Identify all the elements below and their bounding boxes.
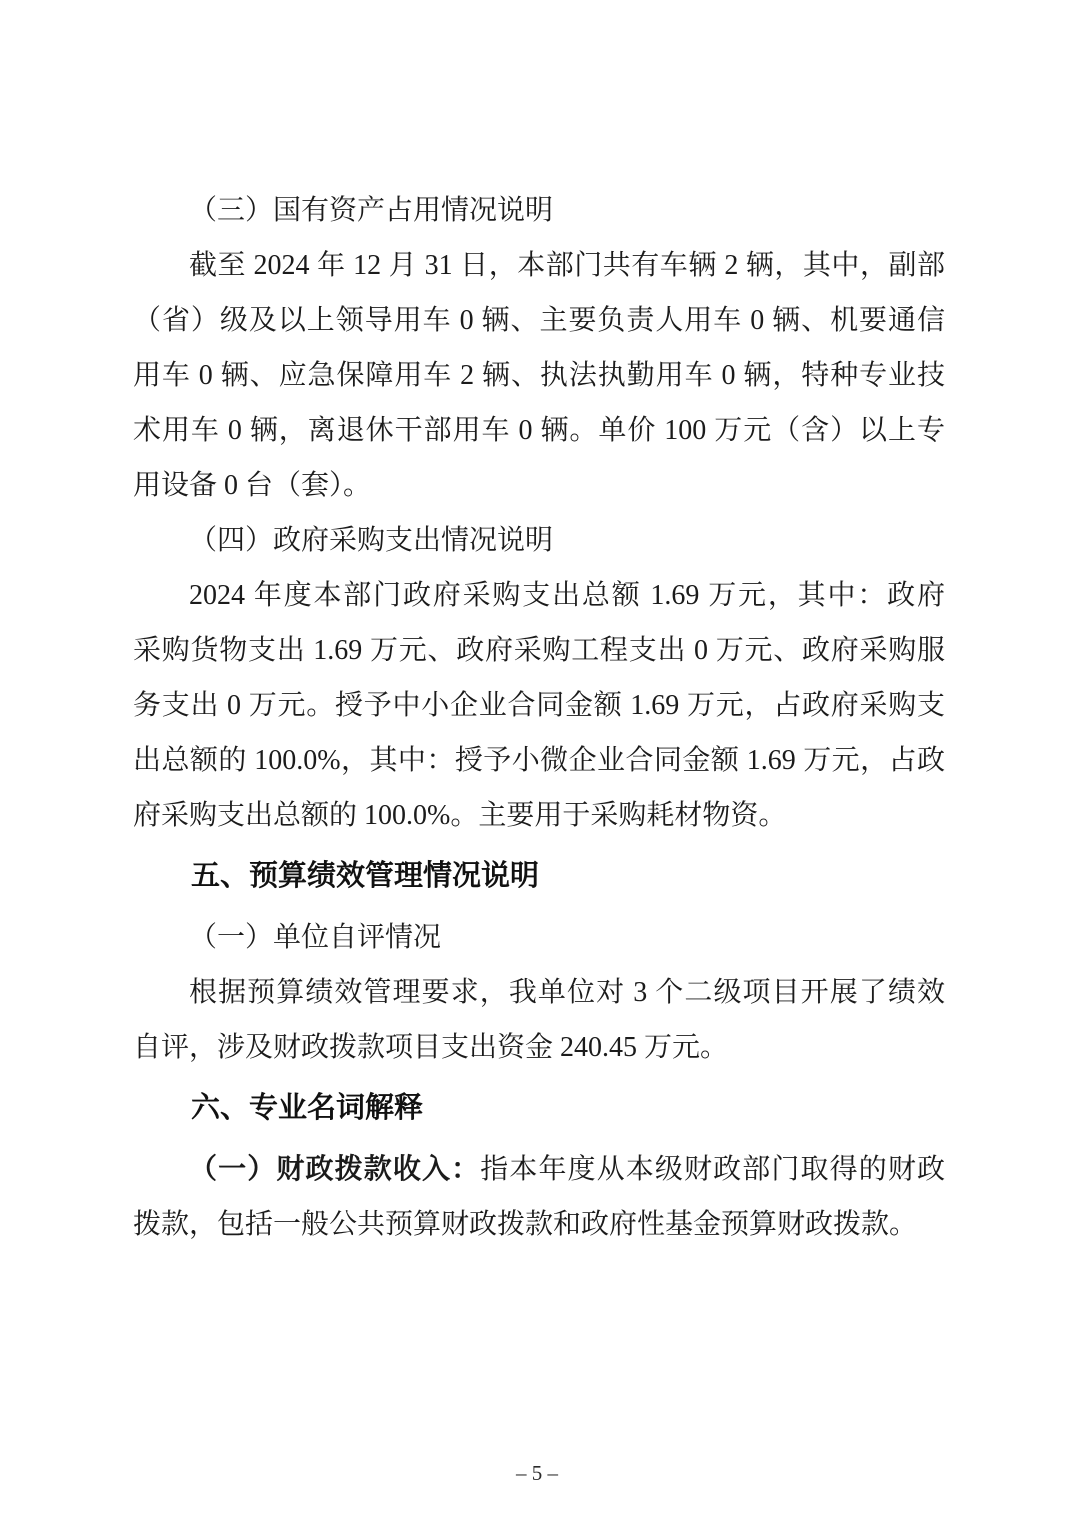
paragraph-line: 根据预算绩效管理要求，我单位对 3 个二级项目开展了绩效 xyxy=(189,977,945,1008)
section-heading-glossary: 六、专业名词解释 xyxy=(191,1092,424,1124)
paragraph-line: 用车 0 辆、应急保障用车 2 辆、执法执勤用车 0 辆，特种专业技 xyxy=(133,360,945,391)
paragraph-line xyxy=(133,1142,945,1197)
paragraph-line: 府采购支出总额的 100.0%。主要用于采购耗材物资。 xyxy=(133,800,787,831)
paragraph-line: （省）级及以上领导用车 0 辆、主要负责人用车 0 辆、机要通信 xyxy=(133,305,945,336)
paragraph-line: 用设备 0 台（套）。 xyxy=(133,470,372,501)
paragraph-line: 截至 2024 年 12 月 31 日，本部门共有车辆 2 辆，其中，副部 xyxy=(189,250,945,281)
paragraph-line: 出总额的 100.0%，其中：授予小微企业合同金额 1.69 万元，占政 xyxy=(133,745,945,776)
section-heading-performance: 五、预算绩效管理情况说明 xyxy=(191,860,540,892)
paragraph-line: 术用车 0 辆，离退休干部用车 0 辆。单价 100 万元（含）以上专 xyxy=(133,415,945,446)
paragraph-line: 2024 年度本部门政府采购支出总额 1.69 万元，其中：政府 xyxy=(189,580,945,611)
glossary-definition: 指本年度从本级财政部门取得的财政 xyxy=(480,1154,945,1185)
document-body xyxy=(133,183,945,1252)
paragraph-line: 务支出 0 万元。授予中小企业合同金额 1.69 万元，占政府采购支 xyxy=(133,690,945,721)
page-footer xyxy=(0,1461,1074,1486)
paragraph-line: 采购货物支出 1.69 万元、政府采购工程支出 0 万元、政府采购服 xyxy=(133,635,945,666)
section-heading-procurement: （四）政府采购支出情况说明 xyxy=(189,525,554,556)
paragraph-line: 自评，涉及财政拨款项目支出资金 240.45 万元。 xyxy=(133,1032,729,1063)
subsection-heading-self-evaluation: （一）单位自评情况 xyxy=(189,922,442,953)
section-heading-state-assets: （三）国有资产占用情况说明 xyxy=(189,195,554,226)
glossary-term: （一）财政拨款收入： xyxy=(189,1154,481,1185)
page-number: – 5 – xyxy=(516,1461,558,1485)
paragraph-line: 拨款，包括一般公共预算财政拨款和政府性基金预算财政拨款。 xyxy=(133,1209,918,1240)
